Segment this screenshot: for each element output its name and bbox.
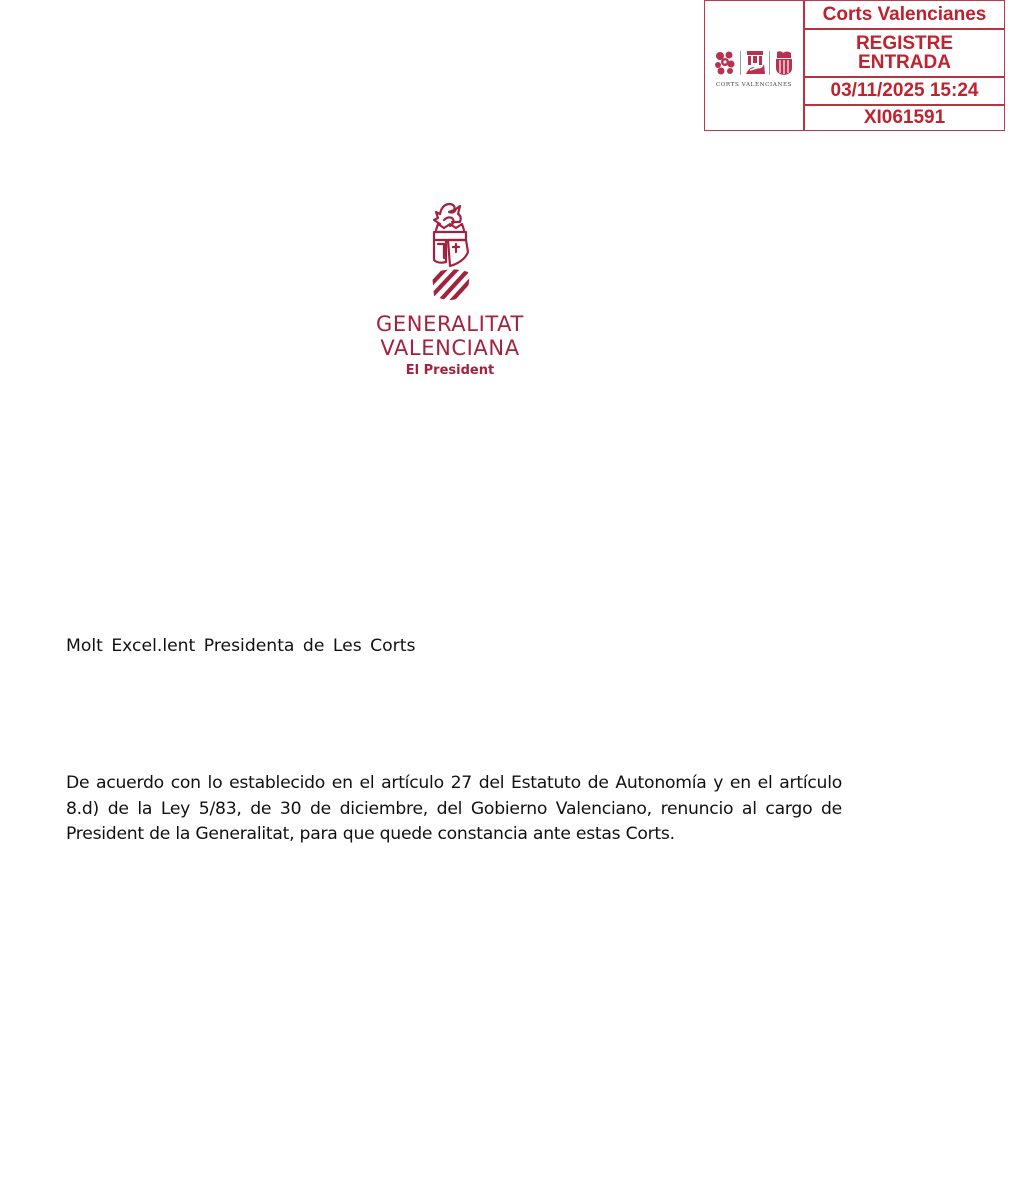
stamp-register-line2: ENTRADA	[858, 52, 951, 73]
corts-emblem-center-icon	[744, 50, 766, 76]
corts-emblem-left-icon	[713, 50, 737, 76]
generalitat-coat-of-arms-icon	[422, 200, 478, 304]
letterhead-line1: GENERALITAT	[376, 312, 524, 336]
corts-emblems	[713, 50, 795, 76]
divider	[740, 51, 741, 75]
letterhead-subtitle: El President	[405, 363, 495, 378]
registry-stamp	[704, 0, 1005, 131]
corts-emblem-right-icon	[773, 50, 795, 76]
stamp-register-line1: REGISTRE	[855, 33, 954, 54]
letter-salutation: Molt Excel.lent Presidenta de Les Corts	[66, 636, 416, 656]
stamp-entry-number: XI061591	[863, 107, 946, 128]
divider	[769, 51, 770, 75]
stamp-register-type	[805, 30, 1004, 78]
letterhead-line2: VALENCIANA	[380, 336, 520, 360]
corts-logo	[705, 1, 805, 130]
letter-body: De acuerdo con lo establecido en el artículo 27 del Estatuto de Autonomía y en el artículo 8.d) de la Ley 5/83, de 30 de diciembre, del Gobierno Valenciano, renuncio al cargo de President de la Generalitat, para que quede constancia ante estas Corts.	[66, 773, 842, 844]
stamp-fields	[805, 1, 1004, 130]
generalitat-letterhead	[360, 200, 540, 381]
corts-logo-caption: CORTS VALENCIANES	[715, 81, 793, 88]
stamp-institution: Corts Valencianes	[805, 1, 1004, 30]
stamp-datetime: 03/11/2025 15:24	[805, 78, 1004, 106]
